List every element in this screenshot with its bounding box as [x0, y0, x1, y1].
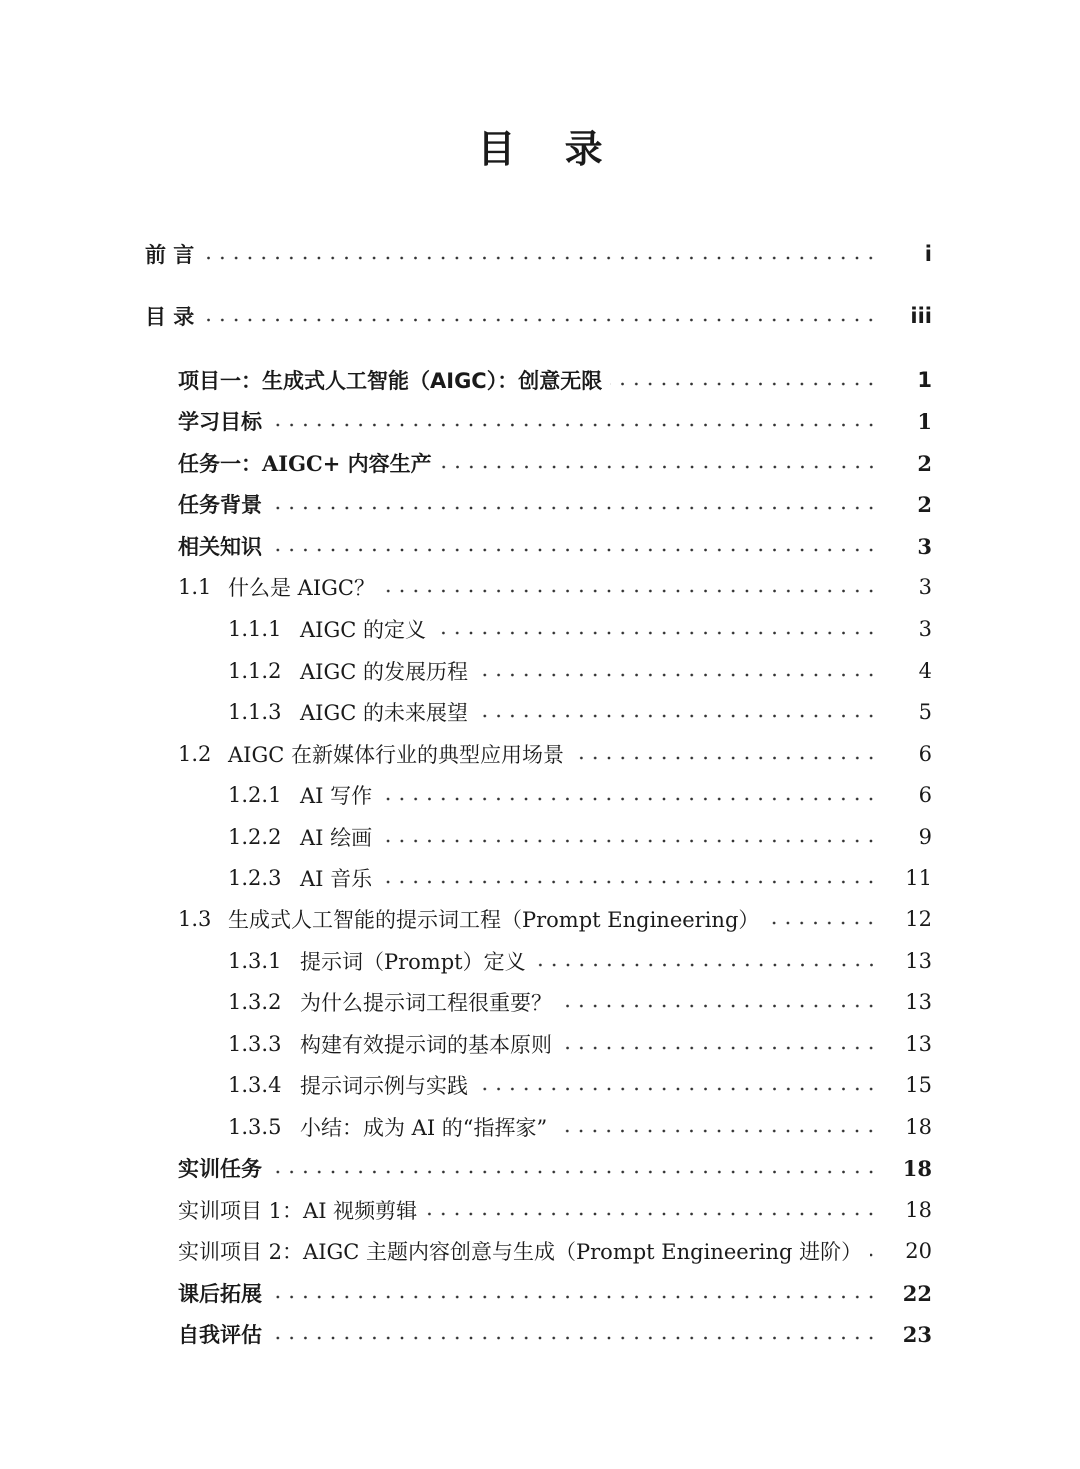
toc-entry-label: AIGC 的未来展望: [300, 701, 468, 725]
dot-leader: [555, 1112, 878, 1142]
toc-entry-section[interactable]: [0, 739, 1080, 769]
toc-entry-subsection[interactable]: [0, 863, 1080, 893]
toc-entry-number: 1.2.3: [228, 866, 282, 890]
toc-entry-learning-goals[interactable]: [0, 406, 1080, 436]
toc-entry-practical-tasks[interactable]: [0, 1153, 1080, 1183]
dot-leader: [383, 572, 878, 602]
toc-entry-number: 1.3.4: [228, 1073, 282, 1097]
dot-leader: [534, 946, 878, 976]
toc-entry-page: 11: [905, 866, 932, 890]
dot-leader: [425, 1195, 878, 1225]
toc-entry-subsection[interactable]: [0, 656, 1080, 686]
dot-leader: [270, 406, 878, 436]
toc-entry-subsection[interactable]: [0, 946, 1080, 976]
toc-entry-label: 任务背景: [178, 492, 262, 517]
toc-entry-label: 提示词（Prompt）定义: [300, 950, 526, 974]
toc-entry-page: 22: [902, 1280, 932, 1306]
toc-entry-label: 实训项目 1：AI 视频剪辑: [178, 1199, 418, 1223]
toc-entry-label: 什么是 AIGC？: [228, 576, 375, 600]
toc-entry-page: 23: [902, 1321, 932, 1347]
toc-entry-page: 4: [918, 659, 932, 683]
dot-leader: [270, 1153, 878, 1183]
toc-entry-task-one[interactable]: [0, 448, 1080, 478]
toc-entry-section[interactable]: [0, 904, 1080, 934]
toc-entry-page: 18: [905, 1198, 932, 1222]
dot-leader: [476, 697, 878, 727]
toc-entry-subsection[interactable]: [0, 987, 1080, 1017]
toc-entry-number: 1.3.3: [228, 1032, 282, 1056]
toc-entry-page: 15: [905, 1073, 932, 1097]
dot-leader: [434, 614, 878, 644]
toc-entry-page: 13: [905, 990, 932, 1014]
toc-entry-page: 2: [917, 491, 932, 517]
dot-leader: [870, 1236, 878, 1266]
toc-entry-page: 3: [918, 617, 932, 641]
toc-entry-page: iii: [910, 304, 932, 328]
toc-entry-page: 12: [905, 907, 932, 931]
toc-entry-subsection[interactable]: [0, 780, 1080, 810]
toc-entry-page: 3: [917, 533, 932, 559]
toc-entry-number: 1.2.2: [228, 825, 282, 849]
toc-entry-label: 学习目标: [178, 409, 262, 434]
toc-entry-page: 9: [918, 825, 932, 849]
dot-leader: [476, 656, 878, 686]
toc-entry-label: 前 言: [145, 243, 195, 267]
toc-entry-project-one[interactable]: [0, 365, 1080, 395]
toc-entry-label: 实训任务: [178, 1156, 262, 1181]
toc-entry-label: AIGC 在新媒体行业的典型应用场景: [228, 743, 564, 767]
toc-entry-number: 1.2: [178, 742, 212, 766]
toc-entry-number: 1.3: [178, 907, 212, 931]
toc-entry-label: 相关知识: [178, 534, 262, 559]
toc-entry-subsection[interactable]: [0, 1112, 1080, 1142]
dot-leader: [380, 780, 878, 810]
toc-entry-preface[interactable]: [0, 239, 1080, 269]
toc-entry-label: 生成式人工智能的提示词工程（Prompt Engineering）: [228, 908, 760, 932]
toc-entry-label: 目 录: [145, 305, 195, 329]
toc-entry-label: 任务一：AIGC+ 内容生产: [178, 451, 432, 476]
toc-entry-subsection[interactable]: [0, 822, 1080, 852]
toc-entry-label: 提示词示例与实践: [300, 1074, 468, 1098]
dot-leader: [610, 365, 878, 395]
toc-entry-practical-project-1[interactable]: [0, 1195, 1080, 1225]
page-title: 目 录: [477, 127, 621, 171]
toc-entry-label: 项目一：生成式人工智能（AIGC）：创意无限: [178, 369, 603, 393]
toc-entry-self-assessment[interactable]: [0, 1319, 1080, 1349]
toc-entry-page: 13: [905, 949, 932, 973]
dot-leader: [202, 239, 878, 269]
toc-entry-subsection[interactable]: [0, 1029, 1080, 1059]
toc-entry-label: 实训项目 2：AIGC 主题内容创意与生成（Prompt Engineering 进阶）: [178, 1240, 863, 1264]
toc-entry-extension[interactable]: [0, 1278, 1080, 1308]
dot-leader: [560, 987, 878, 1017]
toc-entry-label: 构建有效提示词的基本原则: [300, 1033, 552, 1057]
dot-leader: [572, 739, 878, 769]
toc-entry-section[interactable]: [0, 572, 1080, 602]
dot-leader: [270, 1319, 878, 1349]
toc-entry-page: 3: [918, 575, 932, 599]
dot-leader: [380, 822, 878, 852]
toc-entry-label: 课后拓展: [178, 1281, 262, 1306]
toc-entry-task-background[interactable]: [0, 489, 1080, 519]
toc-entry-page: 1: [917, 408, 932, 434]
toc-entry-number: 1.1.2: [228, 659, 282, 683]
toc-entry-page: 20: [905, 1239, 932, 1263]
dot-leader: [270, 1278, 878, 1308]
toc-entry-number: 1.1: [178, 575, 212, 599]
dot-leader: [270, 489, 878, 519]
toc-entry-label: 为什么提示词工程很重要？: [300, 991, 552, 1015]
dot-leader: [202, 301, 878, 331]
toc-entry-label: AI 写作: [300, 784, 373, 808]
toc-entry-subsection[interactable]: [0, 614, 1080, 644]
dot-leader: [476, 1070, 878, 1100]
toc-entry-page: 13: [905, 1032, 932, 1056]
toc-entry-label: AI 音乐: [300, 867, 373, 891]
toc-entry-number: 1.1.3: [228, 700, 282, 724]
toc-entry-page: 5: [918, 700, 932, 724]
toc-entry-number: 1.2.1: [228, 783, 282, 807]
toc-entry-contents[interactable]: [0, 301, 1080, 331]
toc-entry-related-knowledge[interactable]: [0, 531, 1080, 561]
dot-leader: [560, 1029, 878, 1059]
toc-entry-subsection[interactable]: [0, 1070, 1080, 1100]
toc-entry-label: 自我评估: [178, 1322, 262, 1347]
toc-entry-label: AIGC 的定义: [300, 618, 426, 642]
toc-entry-number: 1.1.1: [228, 617, 282, 641]
dot-leader: [380, 863, 878, 893]
toc-entry-page: 18: [902, 1155, 932, 1181]
toc-entry-number: 1.3.1: [228, 949, 282, 973]
toc-entry-label: AIGC 的发展历程: [300, 660, 468, 684]
toc-entry-subsection[interactable]: [0, 697, 1080, 727]
toc-entry-page: 6: [918, 783, 932, 807]
toc-entry-page: 2: [917, 450, 932, 476]
toc-entry-page: 6: [918, 742, 932, 766]
toc-entry-label: 小结：成为 AI 的“指挥家”: [300, 1116, 548, 1140]
dot-leader: [270, 531, 878, 561]
toc-entry-page: 1: [917, 368, 932, 392]
toc-entry-label: AI 绘画: [300, 826, 373, 850]
toc-entry-number: 1.3.2: [228, 990, 282, 1014]
toc-entry-number: 1.3.5: [228, 1115, 282, 1139]
dot-leader: [767, 904, 878, 934]
toc-entry-practical-project-2[interactable]: [0, 1236, 1080, 1266]
dot-leader: [440, 448, 878, 478]
toc-entry-page: 18: [905, 1115, 932, 1139]
toc-entry-page: i: [924, 242, 932, 266]
